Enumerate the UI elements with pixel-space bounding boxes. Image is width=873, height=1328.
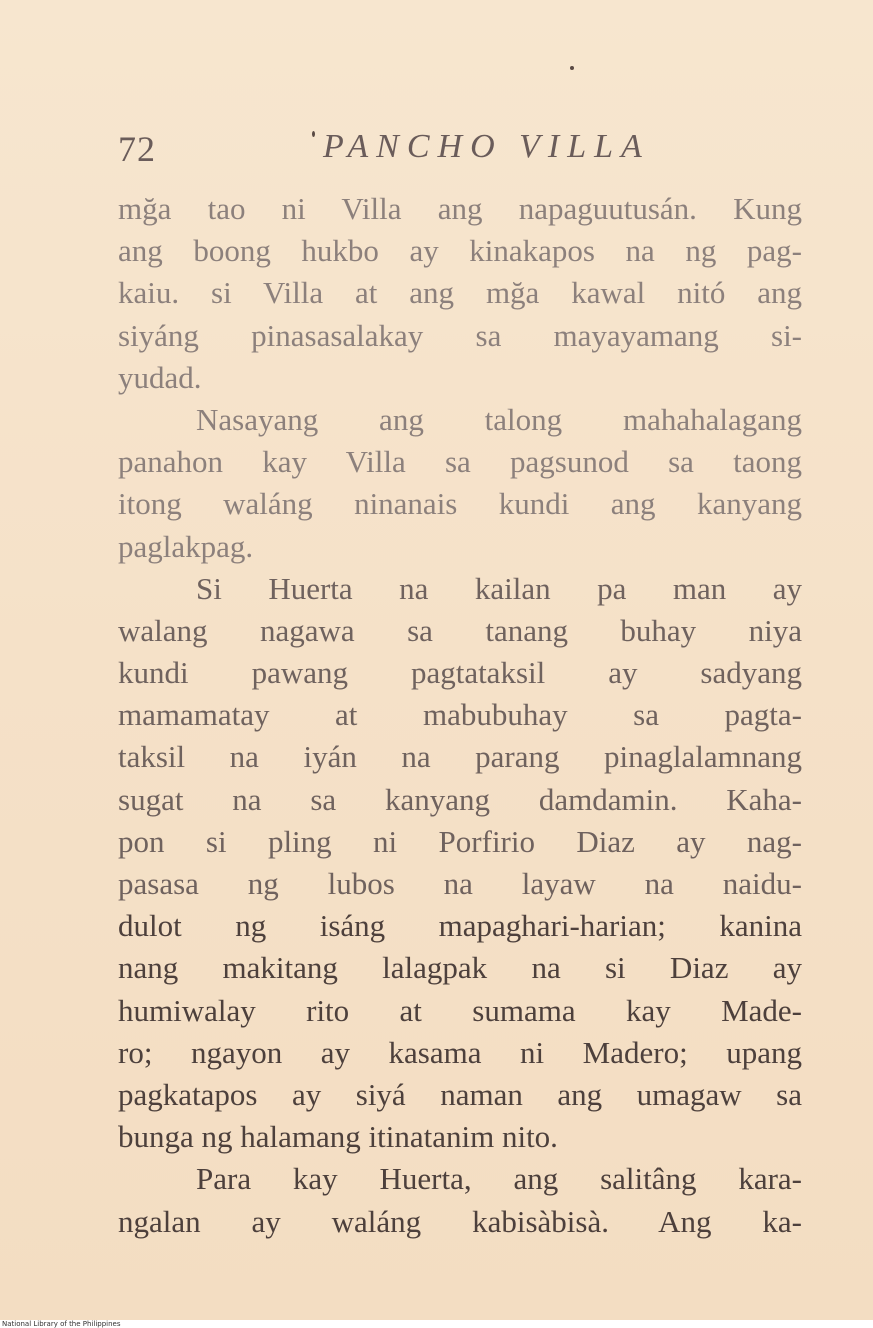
text-line: ngalan ay waláng kabisàbisà. Ang ka- <box>118 1203 802 1239</box>
text-line: walang nagawa sa tanang buhay niya <box>118 612 802 648</box>
text-line: mamamatay at mabubuhay sa pagta- <box>118 697 802 733</box>
text-line: paglakpag. <box>118 528 254 564</box>
text-line: ang boong hukbo ay kinakapos na ng pag- <box>118 233 802 269</box>
text-line: itong waláng ninanais kundi ang kanyang <box>118 486 802 522</box>
text-line: humiwalay rito at sumama kay Made- <box>118 992 802 1028</box>
text-line: siyáng pinasasalakay sa mayayamang si- <box>118 317 802 353</box>
text-line: pon si pling ni Porfirio Diaz ay nag- <box>118 823 802 859</box>
paragraph-start-line: Para kay Huerta, ang salitâng kara- <box>196 1161 802 1197</box>
text-line: kundi pawang pagtataksil ay sadyang <box>118 655 802 691</box>
body-text <box>118 188 802 1243</box>
text-line: bunga ng halamang itinatanim nito. <box>118 1119 558 1155</box>
text-line: sugat na sa kanyang damdamin. Kaha- <box>118 781 802 817</box>
ink-speck <box>570 66 574 70</box>
text-line: mğa tao ni Villa ang napaguutusán. Kung <box>118 191 802 226</box>
paragraph-start-line: Nasayang ang talong mahahalagang <box>196 401 802 437</box>
text-line: nang makitang lalagpak na si Diaz ay <box>118 950 802 986</box>
page-header <box>118 128 798 178</box>
text-line: pasasa ng lubos na layaw na naidu- <box>118 866 802 901</box>
running-head: PANCHO VILLA <box>323 128 650 165</box>
text-line: taksil na iyán na parang pinaglalamnang <box>118 739 802 775</box>
text-line: yudad. <box>118 359 202 395</box>
library-credit: National Library of the Philippines <box>0 1320 873 1328</box>
text-line: dulot ng isáng mapaghari-harian; kanina <box>118 908 802 944</box>
text-line: kaiu. si Villa at ang mğa kawal nitó ang <box>118 275 802 311</box>
page-number: 72 <box>118 129 156 169</box>
text-line: ro; ngayon ay kasama ni Madero; upang <box>118 1034 802 1070</box>
paragraph-start-line: Si Huerta na kailan pa man ay <box>196 570 802 606</box>
text-line: panahon kay Villa sa pagsunod sa taong <box>118 444 802 480</box>
text-line: pagkatapos ay siyá naman ang umagaw sa <box>118 1076 802 1112</box>
